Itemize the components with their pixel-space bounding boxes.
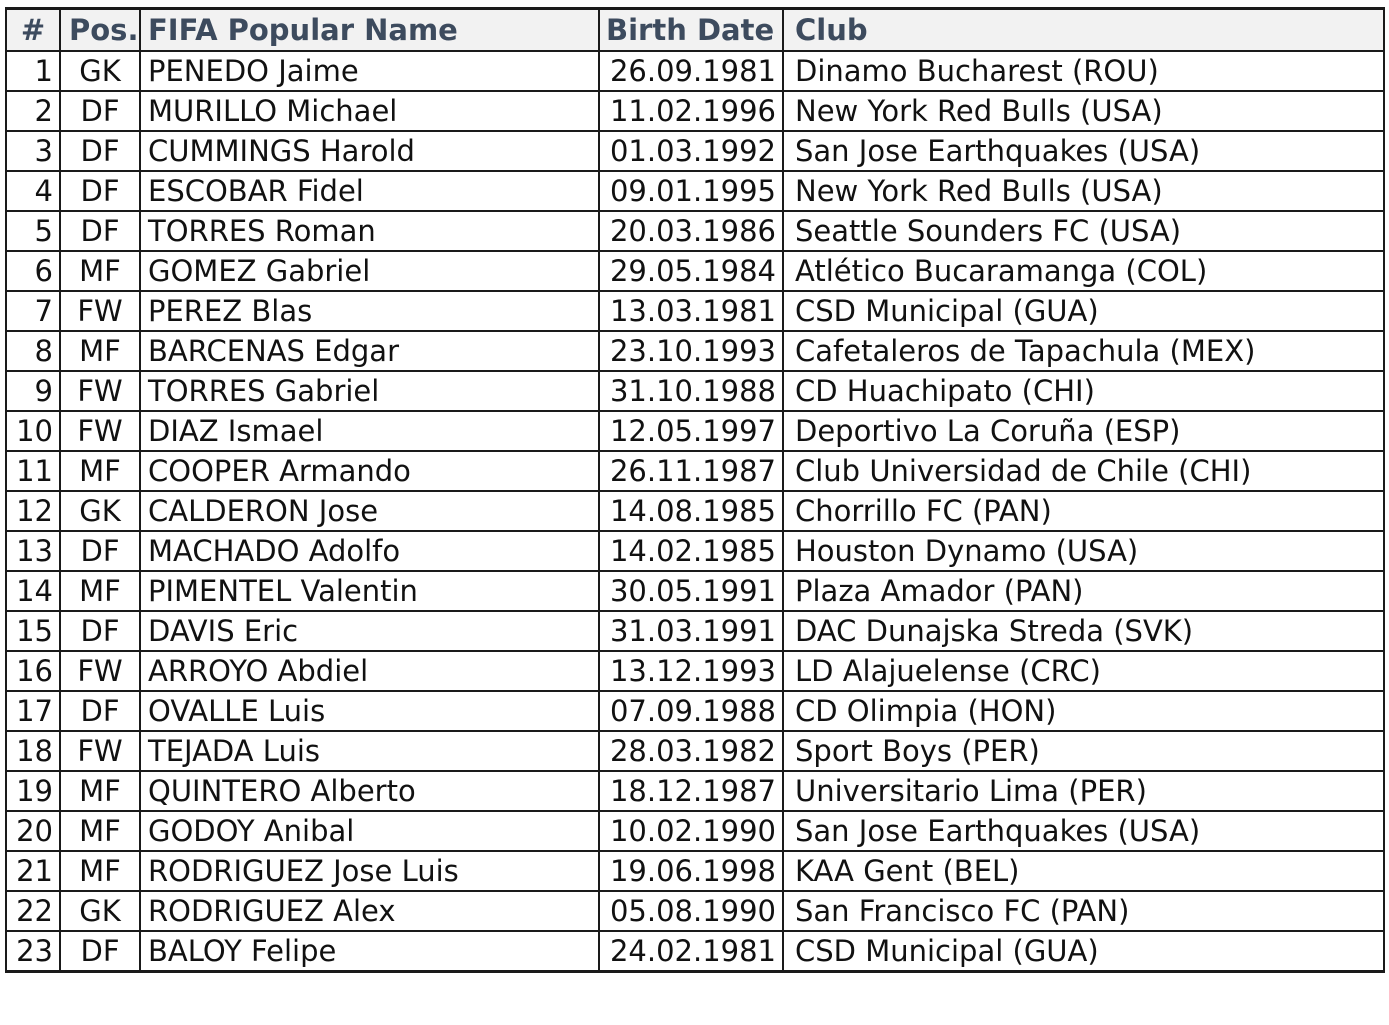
cell-position: MF	[60, 451, 140, 491]
table-row	[6, 651, 1384, 691]
cell-player-name: ARROYO Abdiel	[140, 651, 599, 691]
cell-birth-date: 05.08.1990	[599, 891, 783, 931]
cell-birth-date: 07.09.1988	[599, 691, 783, 731]
cell-birth-date: 24.02.1981	[599, 931, 783, 972]
table-row	[6, 211, 1384, 251]
cell-player-name: PIMENTEL Valentin	[140, 571, 599, 611]
table-row	[6, 931, 1384, 972]
cell-birth-date: 31.03.1991	[599, 611, 783, 651]
cell-club: Universitario Lima (PER)	[783, 771, 1384, 811]
cell-club: San Jose Earthquakes (USA)	[783, 811, 1384, 851]
table-row	[6, 371, 1384, 411]
cell-player-name: GODOY Anibal	[140, 811, 599, 851]
cell-club: Cafetaleros de Tapachula (MEX)	[783, 331, 1384, 371]
table-row	[6, 291, 1384, 331]
cell-club: Club Universidad de Chile (CHI)	[783, 451, 1384, 491]
cell-player-name: OVALLE Luis	[140, 691, 599, 731]
cell-number: 10	[6, 411, 60, 451]
squad-table	[5, 7, 1385, 973]
table-row	[6, 91, 1384, 131]
cell-birth-date: 28.03.1982	[599, 731, 783, 771]
cell-number: 3	[6, 131, 60, 171]
table-row	[6, 131, 1384, 171]
cell-number: 9	[6, 371, 60, 411]
table-row	[6, 491, 1384, 531]
cell-club: New York Red Bulls (USA)	[783, 91, 1384, 131]
cell-position: DF	[60, 931, 140, 972]
header-name: FIFA Popular Name	[140, 9, 599, 52]
cell-birth-date: 14.08.1985	[599, 491, 783, 531]
cell-position: DF	[60, 691, 140, 731]
cell-club: New York Red Bulls (USA)	[783, 171, 1384, 211]
table-row	[6, 691, 1384, 731]
cell-position: DF	[60, 531, 140, 571]
cell-number: 19	[6, 771, 60, 811]
cell-club: CD Olimpia (HON)	[783, 691, 1384, 731]
cell-player-name: GOMEZ Gabriel	[140, 251, 599, 291]
cell-birth-date: 29.05.1984	[599, 251, 783, 291]
header-position: Pos.	[60, 9, 140, 52]
cell-birth-date: 26.11.1987	[599, 451, 783, 491]
cell-birth-date: 09.01.1995	[599, 171, 783, 211]
cell-position: MF	[60, 571, 140, 611]
cell-birth-date: 30.05.1991	[599, 571, 783, 611]
cell-number: 17	[6, 691, 60, 731]
cell-club: Plaza Amador (PAN)	[783, 571, 1384, 611]
cell-number: 4	[6, 171, 60, 211]
cell-club: DAC Dunajska Streda (SVK)	[783, 611, 1384, 651]
cell-position: DF	[60, 131, 140, 171]
cell-position: MF	[60, 811, 140, 851]
cell-birth-date: 13.03.1981	[599, 291, 783, 331]
table-row	[6, 171, 1384, 211]
table-row	[6, 811, 1384, 851]
cell-number: 2	[6, 91, 60, 131]
cell-number: 22	[6, 891, 60, 931]
cell-number: 11	[6, 451, 60, 491]
cell-birth-date: 11.02.1996	[599, 91, 783, 131]
cell-club: LD Alajuelense (CRC)	[783, 651, 1384, 691]
cell-player-name: BALOY Felipe	[140, 931, 599, 972]
cell-position: MF	[60, 851, 140, 891]
cell-birth-date: 26.09.1981	[599, 51, 783, 91]
table-row	[6, 771, 1384, 811]
table-body	[6, 51, 1384, 972]
header-number: #	[6, 9, 60, 52]
cell-number: 18	[6, 731, 60, 771]
cell-number: 15	[6, 611, 60, 651]
cell-player-name: COOPER Armando	[140, 451, 599, 491]
cell-number: 7	[6, 291, 60, 331]
table-row	[6, 451, 1384, 491]
cell-player-name: DIAZ Ismael	[140, 411, 599, 451]
cell-position: DF	[60, 611, 140, 651]
cell-player-name: PEREZ Blas	[140, 291, 599, 331]
header-club: Club	[783, 9, 1384, 52]
cell-number: 23	[6, 931, 60, 972]
cell-number: 20	[6, 811, 60, 851]
cell-position: FW	[60, 371, 140, 411]
cell-club: San Jose Earthquakes (USA)	[783, 131, 1384, 171]
table-row	[6, 251, 1384, 291]
cell-birth-date: 18.12.1987	[599, 771, 783, 811]
table-row	[6, 851, 1384, 891]
cell-number: 14	[6, 571, 60, 611]
cell-player-name: TEJADA Luis	[140, 731, 599, 771]
cell-position: MF	[60, 771, 140, 811]
table-row	[6, 611, 1384, 651]
header-row	[6, 9, 1384, 52]
cell-club: CSD Municipal (GUA)	[783, 291, 1384, 331]
table-row	[6, 731, 1384, 771]
cell-number: 5	[6, 211, 60, 251]
table-row	[6, 531, 1384, 571]
cell-number: 21	[6, 851, 60, 891]
table-row	[6, 891, 1384, 931]
cell-position: GK	[60, 491, 140, 531]
cell-player-name: MURILLO Michael	[140, 91, 599, 131]
cell-player-name: ESCOBAR Fidel	[140, 171, 599, 211]
header-birth-date: Birth Date	[599, 9, 783, 52]
cell-player-name: BARCENAS Edgar	[140, 331, 599, 371]
cell-player-name: PENEDO Jaime	[140, 51, 599, 91]
cell-position: FW	[60, 291, 140, 331]
cell-birth-date: 01.03.1992	[599, 131, 783, 171]
cell-birth-date: 13.12.1993	[599, 651, 783, 691]
cell-club: KAA Gent (BEL)	[783, 851, 1384, 891]
cell-club: CD Huachipato (CHI)	[783, 371, 1384, 411]
cell-position: GK	[60, 51, 140, 91]
table-row	[6, 571, 1384, 611]
cell-number: 16	[6, 651, 60, 691]
cell-birth-date: 20.03.1986	[599, 211, 783, 251]
cell-birth-date: 31.10.1988	[599, 371, 783, 411]
table-header	[6, 9, 1384, 52]
cell-birth-date: 14.02.1985	[599, 531, 783, 571]
cell-position: DF	[60, 171, 140, 211]
cell-player-name: CUMMINGS Harold	[140, 131, 599, 171]
cell-club: Deportivo La Coruña (ESP)	[783, 411, 1384, 451]
cell-club: Houston Dynamo (USA)	[783, 531, 1384, 571]
cell-number: 6	[6, 251, 60, 291]
cell-position: FW	[60, 651, 140, 691]
cell-club: Sport Boys (PER)	[783, 731, 1384, 771]
cell-position: FW	[60, 731, 140, 771]
cell-birth-date: 19.06.1998	[599, 851, 783, 891]
cell-position: MF	[60, 251, 140, 291]
cell-club: Chorrillo FC (PAN)	[783, 491, 1384, 531]
cell-club: Seattle Sounders FC (USA)	[783, 211, 1384, 251]
table-row	[6, 51, 1384, 91]
cell-club: San Francisco FC (PAN)	[783, 891, 1384, 931]
cell-position: GK	[60, 891, 140, 931]
cell-number: 12	[6, 491, 60, 531]
cell-position: DF	[60, 211, 140, 251]
cell-club: Atlético Bucaramanga (COL)	[783, 251, 1384, 291]
cell-player-name: DAVIS Eric	[140, 611, 599, 651]
cell-player-name: MACHADO Adolfo	[140, 531, 599, 571]
cell-birth-date: 12.05.1997	[599, 411, 783, 451]
cell-player-name: CALDERON Jose	[140, 491, 599, 531]
cell-player-name: QUINTERO Alberto	[140, 771, 599, 811]
cell-club: Dinamo Bucharest (ROU)	[783, 51, 1384, 91]
cell-position: MF	[60, 331, 140, 371]
cell-player-name: RODRIGUEZ Alex	[140, 891, 599, 931]
cell-number: 13	[6, 531, 60, 571]
cell-birth-date: 10.02.1990	[599, 811, 783, 851]
cell-player-name: TORRES Gabriel	[140, 371, 599, 411]
cell-player-name: TORRES Roman	[140, 211, 599, 251]
cell-player-name: RODRIGUEZ Jose Luis	[140, 851, 599, 891]
cell-position: FW	[60, 411, 140, 451]
cell-club: CSD Municipal (GUA)	[783, 931, 1384, 972]
cell-position: DF	[60, 91, 140, 131]
table-row	[6, 411, 1384, 451]
cell-birth-date: 23.10.1993	[599, 331, 783, 371]
cell-number: 1	[6, 51, 60, 91]
table-row	[6, 331, 1384, 371]
cell-number: 8	[6, 331, 60, 371]
